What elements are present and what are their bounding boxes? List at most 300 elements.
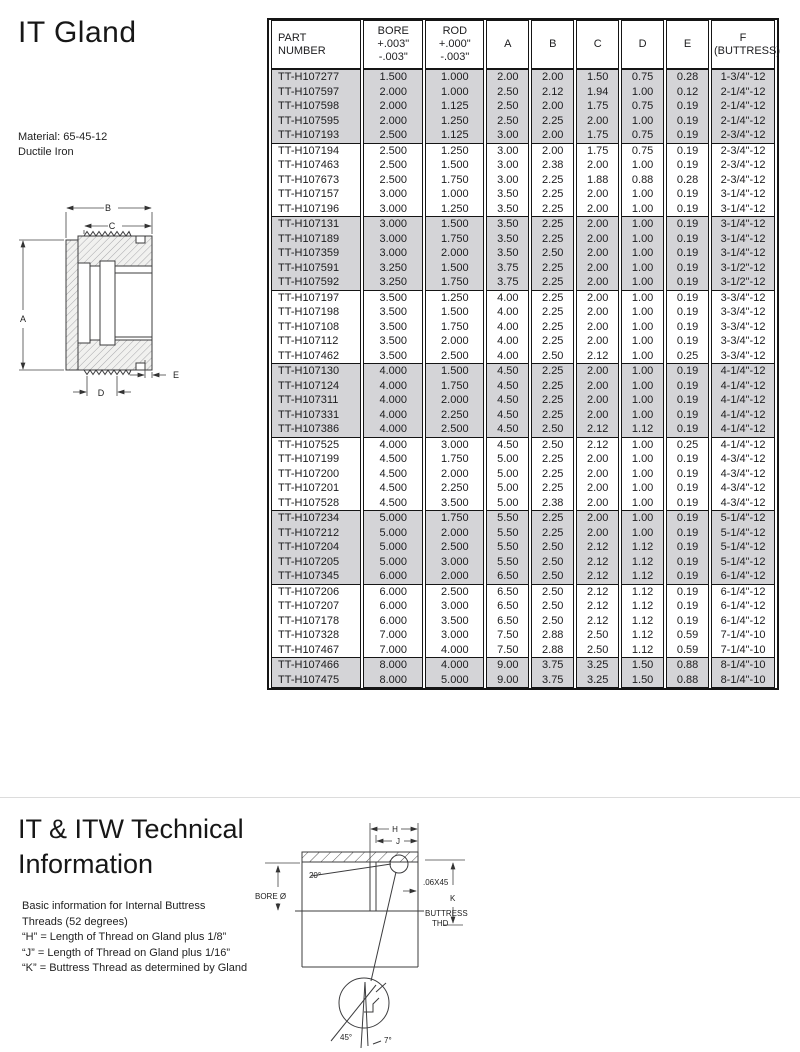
value-cell: 0.19 [666,422,709,437]
value-cell: 2.000 [425,334,484,349]
table-row [271,232,775,247]
value-cell: 1.500 [363,69,423,85]
value-cell: 0.19 [666,261,709,276]
value-cell: 0.19 [666,305,709,320]
value-cell: 1.00 [621,85,664,100]
part-number-cell: TT-H107201 [271,481,361,496]
value-cell: 5.000 [363,510,423,526]
value-cell: 3-3/4"-12 [711,290,775,306]
value-cell: 1.88 [576,173,619,188]
value-cell: 0.75 [621,69,664,85]
value-cell: 2.00 [576,334,619,349]
value-cell: 4.50 [486,379,529,394]
part-number-cell: TT-H107178 [271,614,361,629]
value-cell: 0.19 [666,540,709,555]
table-row [271,673,775,689]
value-cell: 0.19 [666,452,709,467]
part-number-cell: TT-H107206 [271,584,361,600]
value-cell: 4.000 [363,363,423,379]
value-cell: 0.19 [666,232,709,247]
value-cell: 2.25 [531,290,574,306]
value-cell: 2.12 [576,569,619,584]
value-cell: 2.50 [486,99,529,114]
value-cell: 4.000 [363,393,423,408]
part-number-cell: TT-H107345 [271,569,361,584]
table-row [271,320,775,335]
value-cell: 0.75 [621,128,664,143]
table-row [271,158,775,173]
value-cell: 3-1/4"-12 [711,246,775,261]
value-cell: 2.00 [531,143,574,159]
value-cell: 1.250 [425,290,484,306]
value-cell: 0.19 [666,614,709,629]
value-cell: 4.00 [486,320,529,335]
table-row [271,393,775,408]
value-cell: 2-3/4"-12 [711,143,775,159]
value-cell: 1.00 [621,261,664,276]
value-cell: 2.00 [576,379,619,394]
value-cell: 0.12 [666,85,709,100]
value-cell: 1.250 [425,114,484,129]
value-cell: 2.00 [576,452,619,467]
part-number-cell: TT-H107200 [271,467,361,482]
value-cell: 3.000 [425,599,484,614]
value-cell: 1.750 [425,232,484,247]
value-cell: 3.500 [363,320,423,335]
value-cell: 6-1/4"-12 [711,614,775,629]
value-cell: 7.000 [363,628,423,643]
value-cell: 1.00 [621,481,664,496]
part-number-cell: TT-H107196 [271,202,361,217]
value-cell: 1.12 [621,614,664,629]
value-cell: 2.38 [531,158,574,173]
value-cell: 2.50 [531,349,574,364]
value-cell: 4-1/4"-12 [711,379,775,394]
tech-note-line: “H” = Length of Thread on Gland plus 1/8” [22,931,227,944]
value-cell: 5-1/4"-12 [711,555,775,570]
table-row [271,173,775,188]
value-cell: 3.500 [425,496,484,511]
table-row [271,628,775,643]
value-cell: 6.50 [486,599,529,614]
value-cell: 1.00 [621,510,664,526]
angle-45-label: 45° [340,1033,353,1042]
value-cell: 0.25 [666,349,709,364]
value-cell: 3.50 [486,202,529,217]
value-cell: 1.00 [621,275,664,290]
value-cell: 1.00 [621,216,664,232]
value-cell: 0.19 [666,128,709,143]
value-cell: 4-3/4"-12 [711,496,775,511]
value-cell: 2.500 [425,584,484,600]
value-cell: 6.000 [363,599,423,614]
value-cell: 0.19 [666,334,709,349]
value-cell: 7-1/4"-10 [711,643,775,658]
value-cell: 1.500 [425,261,484,276]
value-cell: 0.19 [666,526,709,541]
table-row [271,467,775,482]
angle-20-label: 20° [308,871,322,880]
tech-title-line-1: IT & ITW Technical [18,814,244,844]
value-cell: 2.00 [531,69,574,85]
value-cell: 1.00 [621,349,664,364]
dim-j-label: J [396,837,400,846]
value-cell: 6-1/4"-12 [711,584,775,600]
value-cell: 3.50 [486,216,529,232]
column-header: ROD +.000" -.003" [425,20,484,69]
value-cell: 3.00 [486,143,529,159]
value-cell: 5-1/4"-12 [711,510,775,526]
value-cell: 2.00 [576,216,619,232]
value-cell: 3-3/4"-12 [711,334,775,349]
value-cell: 2.25 [531,452,574,467]
table-row [271,114,775,129]
value-cell: 3-1/4"-12 [711,187,775,202]
value-cell: 2.000 [425,569,484,584]
value-cell: 0.19 [666,216,709,232]
value-cell: 2-1/4"-12 [711,114,775,129]
value-cell: 2.50 [531,614,574,629]
value-cell: 2.25 [531,320,574,335]
value-cell: 1.500 [425,216,484,232]
part-number-cell: TT-H107463 [271,158,361,173]
value-cell: 4.00 [486,334,529,349]
tech-title-line-2: Information [18,849,154,879]
value-cell: 2.00 [576,275,619,290]
value-cell: 3.000 [425,628,484,643]
value-cell: 0.88 [621,173,664,188]
value-cell: 2.500 [425,422,484,437]
value-cell: 6.50 [486,569,529,584]
value-cell: 1.75 [576,99,619,114]
value-cell: 8-1/4"-10 [711,657,775,673]
value-cell: 4.500 [363,496,423,511]
value-cell: 1.94 [576,85,619,100]
value-cell: 2.25 [531,379,574,394]
table-row [271,143,775,159]
value-cell: 3.000 [363,246,423,261]
value-cell: 1.75 [576,128,619,143]
part-number-cell: TT-H107597 [271,85,361,100]
table-row [271,408,775,423]
value-cell: 4.500 [363,452,423,467]
value-cell: 2.50 [531,599,574,614]
value-cell: 3.000 [425,437,484,453]
value-cell: 1.00 [621,232,664,247]
table-row [271,202,775,217]
part-number-cell: TT-H107525 [271,437,361,453]
value-cell: 2.00 [576,393,619,408]
value-cell: 2.250 [425,481,484,496]
value-cell: 2.25 [531,467,574,482]
table-row [271,305,775,320]
value-cell: 1.00 [621,437,664,453]
value-cell: 2.00 [576,114,619,129]
value-cell: 3-1/4"-12 [711,202,775,217]
column-header: BORE +.003" -.003" [363,20,423,69]
table-row [271,99,775,114]
value-cell: 2.00 [576,202,619,217]
value-cell: 1.00 [621,408,664,423]
value-cell: 2-3/4"-12 [711,158,775,173]
value-cell: 3.000 [363,216,423,232]
value-cell: 2.25 [531,202,574,217]
table-row [271,422,775,437]
value-cell: 2.25 [531,216,574,232]
value-cell: 4.50 [486,437,529,453]
value-cell: 3-1/4"-12 [711,216,775,232]
value-cell: 1.00 [621,158,664,173]
value-cell: 4.50 [486,393,529,408]
value-cell: 5.000 [363,526,423,541]
part-number-cell: TT-H107130 [271,363,361,379]
value-cell: 0.88 [666,673,709,689]
value-cell: 3.75 [486,275,529,290]
value-cell: 0.28 [666,173,709,188]
value-cell: 3.000 [425,555,484,570]
value-cell: 0.19 [666,202,709,217]
value-cell: 2.50 [486,114,529,129]
table-row [271,526,775,541]
value-cell: 2.12 [576,349,619,364]
value-cell: 1.50 [621,673,664,689]
value-cell: 5.00 [486,452,529,467]
value-cell: 2.00 [576,481,619,496]
value-cell: 1.12 [621,569,664,584]
value-cell: 6-1/4"-12 [711,599,775,614]
value-cell: 1.00 [621,467,664,482]
value-cell: 1.500 [425,363,484,379]
value-cell: 1.00 [621,305,664,320]
column-header: C [576,20,619,69]
part-number-cell: TT-H107466 [271,657,361,673]
value-cell: 2-1/4"-12 [711,85,775,100]
value-cell: 2.00 [576,232,619,247]
value-cell: 3.50 [486,232,529,247]
dim-k-label: K [450,894,456,903]
value-cell: 3.250 [363,275,423,290]
value-cell: 4.50 [486,408,529,423]
tech-notes [22,899,247,977]
value-cell: 2.00 [576,305,619,320]
value-cell: 0.59 [666,643,709,658]
part-number-cell: TT-H107386 [271,422,361,437]
value-cell: 2.12 [576,437,619,453]
value-cell: 1.750 [425,510,484,526]
value-cell: 2.00 [576,526,619,541]
value-cell: 2-3/4"-12 [711,173,775,188]
gland-cross-section-diagram [0,198,210,405]
value-cell: 2.12 [576,614,619,629]
value-cell: 0.19 [666,467,709,482]
value-cell: 5.00 [486,496,529,511]
value-cell: 6.000 [363,584,423,600]
value-cell: 1.00 [621,334,664,349]
value-cell: 2.12 [576,599,619,614]
value-cell: 2-1/4"-12 [711,99,775,114]
value-cell: 2.38 [531,496,574,511]
value-cell: 6.000 [363,614,423,629]
part-number-cell: TT-H107198 [271,305,361,320]
value-cell: 2.50 [531,555,574,570]
value-cell: 7-1/4"-10 [711,628,775,643]
material-line-2: Ductile Iron [18,146,74,158]
part-number-cell: TT-H107595 [271,114,361,129]
value-cell: 2.25 [531,526,574,541]
value-cell: 2.25 [531,408,574,423]
value-cell: 4.000 [363,408,423,423]
value-cell: 3-3/4"-12 [711,320,775,335]
part-number-cell: TT-H107234 [271,510,361,526]
value-cell: 3.25 [576,657,619,673]
value-cell: 1.00 [621,290,664,306]
value-cell: 3-1/2"-12 [711,261,775,276]
part-number-cell: TT-H107205 [271,555,361,570]
value-cell: 1.500 [425,305,484,320]
value-cell: 1.00 [621,393,664,408]
value-cell: 2.000 [425,467,484,482]
dim-e-label: E [173,370,180,380]
bore-dia-label: BORE Ø [255,892,287,901]
value-cell: 1.75 [576,143,619,159]
value-cell: 1.12 [621,599,664,614]
tech-note-line: “K” = Buttress Thread as determined by Gland [22,962,248,975]
value-cell: 9.00 [486,657,529,673]
value-cell: 0.59 [666,628,709,643]
value-cell: 3-1/4"-12 [711,232,775,247]
value-cell: 2.25 [531,114,574,129]
value-cell: 5.50 [486,555,529,570]
value-cell: 1.125 [425,128,484,143]
value-cell: 5.00 [486,481,529,496]
value-cell: 3.500 [425,614,484,629]
value-cell: 4.000 [363,422,423,437]
value-cell: 3.00 [486,173,529,188]
value-cell: 2.25 [531,393,574,408]
table-row [271,128,775,143]
value-cell: 0.19 [666,363,709,379]
value-cell: 0.19 [666,408,709,423]
part-number-cell: TT-H107193 [271,128,361,143]
value-cell: 2.12 [576,555,619,570]
value-cell: 2.000 [425,393,484,408]
part-number-cell: TT-H107598 [271,99,361,114]
value-cell: 2.500 [363,173,423,188]
value-cell: 1.00 [621,452,664,467]
value-cell: 2.50 [531,246,574,261]
value-cell: 1.12 [621,643,664,658]
value-cell: 1.12 [621,540,664,555]
column-header: E [666,20,709,69]
value-cell: 8-1/4"-10 [711,673,775,689]
table-row [271,437,775,453]
value-cell: 2.50 [576,628,619,643]
value-cell: 1.12 [621,628,664,643]
value-cell: 3.500 [363,305,423,320]
value-cell: 4-3/4"-12 [711,481,775,496]
value-cell: 1.50 [576,69,619,85]
value-cell: 6.50 [486,584,529,600]
value-cell: 2.50 [531,540,574,555]
table-row [271,187,775,202]
value-cell: 1.750 [425,452,484,467]
value-cell: 2.12 [531,85,574,100]
value-cell: 0.19 [666,320,709,335]
value-cell: 5.50 [486,526,529,541]
value-cell: 1.00 [621,202,664,217]
value-cell: 2.25 [531,187,574,202]
table-row [271,510,775,526]
table-row [271,481,775,496]
part-number-cell: TT-H107212 [271,526,361,541]
parts-table-body [271,69,775,688]
material-line-1: Material: 65-45-12 [18,131,108,143]
value-cell: 1.000 [425,69,484,85]
value-cell: 2.00 [576,158,619,173]
value-cell: 1.12 [621,584,664,600]
value-cell: 1.00 [621,526,664,541]
value-cell: 2.25 [531,305,574,320]
value-cell: 2.00 [486,69,529,85]
part-number-cell: TT-H107475 [271,673,361,689]
value-cell: 0.19 [666,599,709,614]
value-cell: 5.000 [425,673,484,689]
value-cell: 2.000 [363,114,423,129]
value-cell: 0.19 [666,555,709,570]
value-cell: 3.00 [486,158,529,173]
value-cell: 3.75 [531,657,574,673]
value-cell: 2.500 [425,349,484,364]
value-cell: 1.00 [621,363,664,379]
value-cell: 2.00 [576,290,619,306]
value-cell: 1.00 [621,187,664,202]
value-cell: 2.500 [363,158,423,173]
dim-d-label: D [97,388,105,398]
value-cell: 2.00 [576,408,619,423]
value-cell: 8.000 [363,673,423,689]
dim-h-label: H [392,825,398,834]
column-header: A [486,20,529,69]
dim-b-label: B [104,203,112,213]
value-cell: 0.19 [666,158,709,173]
material-note [18,130,107,160]
value-cell: 4.50 [486,422,529,437]
column-header: PART NUMBER [271,20,361,69]
value-cell: 2.50 [531,437,574,453]
value-cell: 2.50 [576,643,619,658]
value-cell: 2.25 [531,261,574,276]
value-cell: 2.50 [531,569,574,584]
value-cell: 1.00 [621,496,664,511]
value-cell: 2.25 [531,363,574,379]
part-number-cell: TT-H107462 [271,349,361,364]
value-cell: 1.125 [425,99,484,114]
value-cell: 2.88 [531,628,574,643]
value-cell: 1.750 [425,379,484,394]
table-row [271,334,775,349]
value-cell: 2.12 [576,422,619,437]
value-cell: 3.500 [363,290,423,306]
value-cell: 1.000 [425,187,484,202]
part-number-cell: TT-H107157 [271,187,361,202]
value-cell: 0.19 [666,510,709,526]
table-row [271,657,775,673]
table-row [271,584,775,600]
value-cell: 3-3/4"-12 [711,305,775,320]
value-cell: 2.250 [425,408,484,423]
value-cell: 4-1/4"-12 [711,408,775,423]
value-cell: 0.19 [666,143,709,159]
